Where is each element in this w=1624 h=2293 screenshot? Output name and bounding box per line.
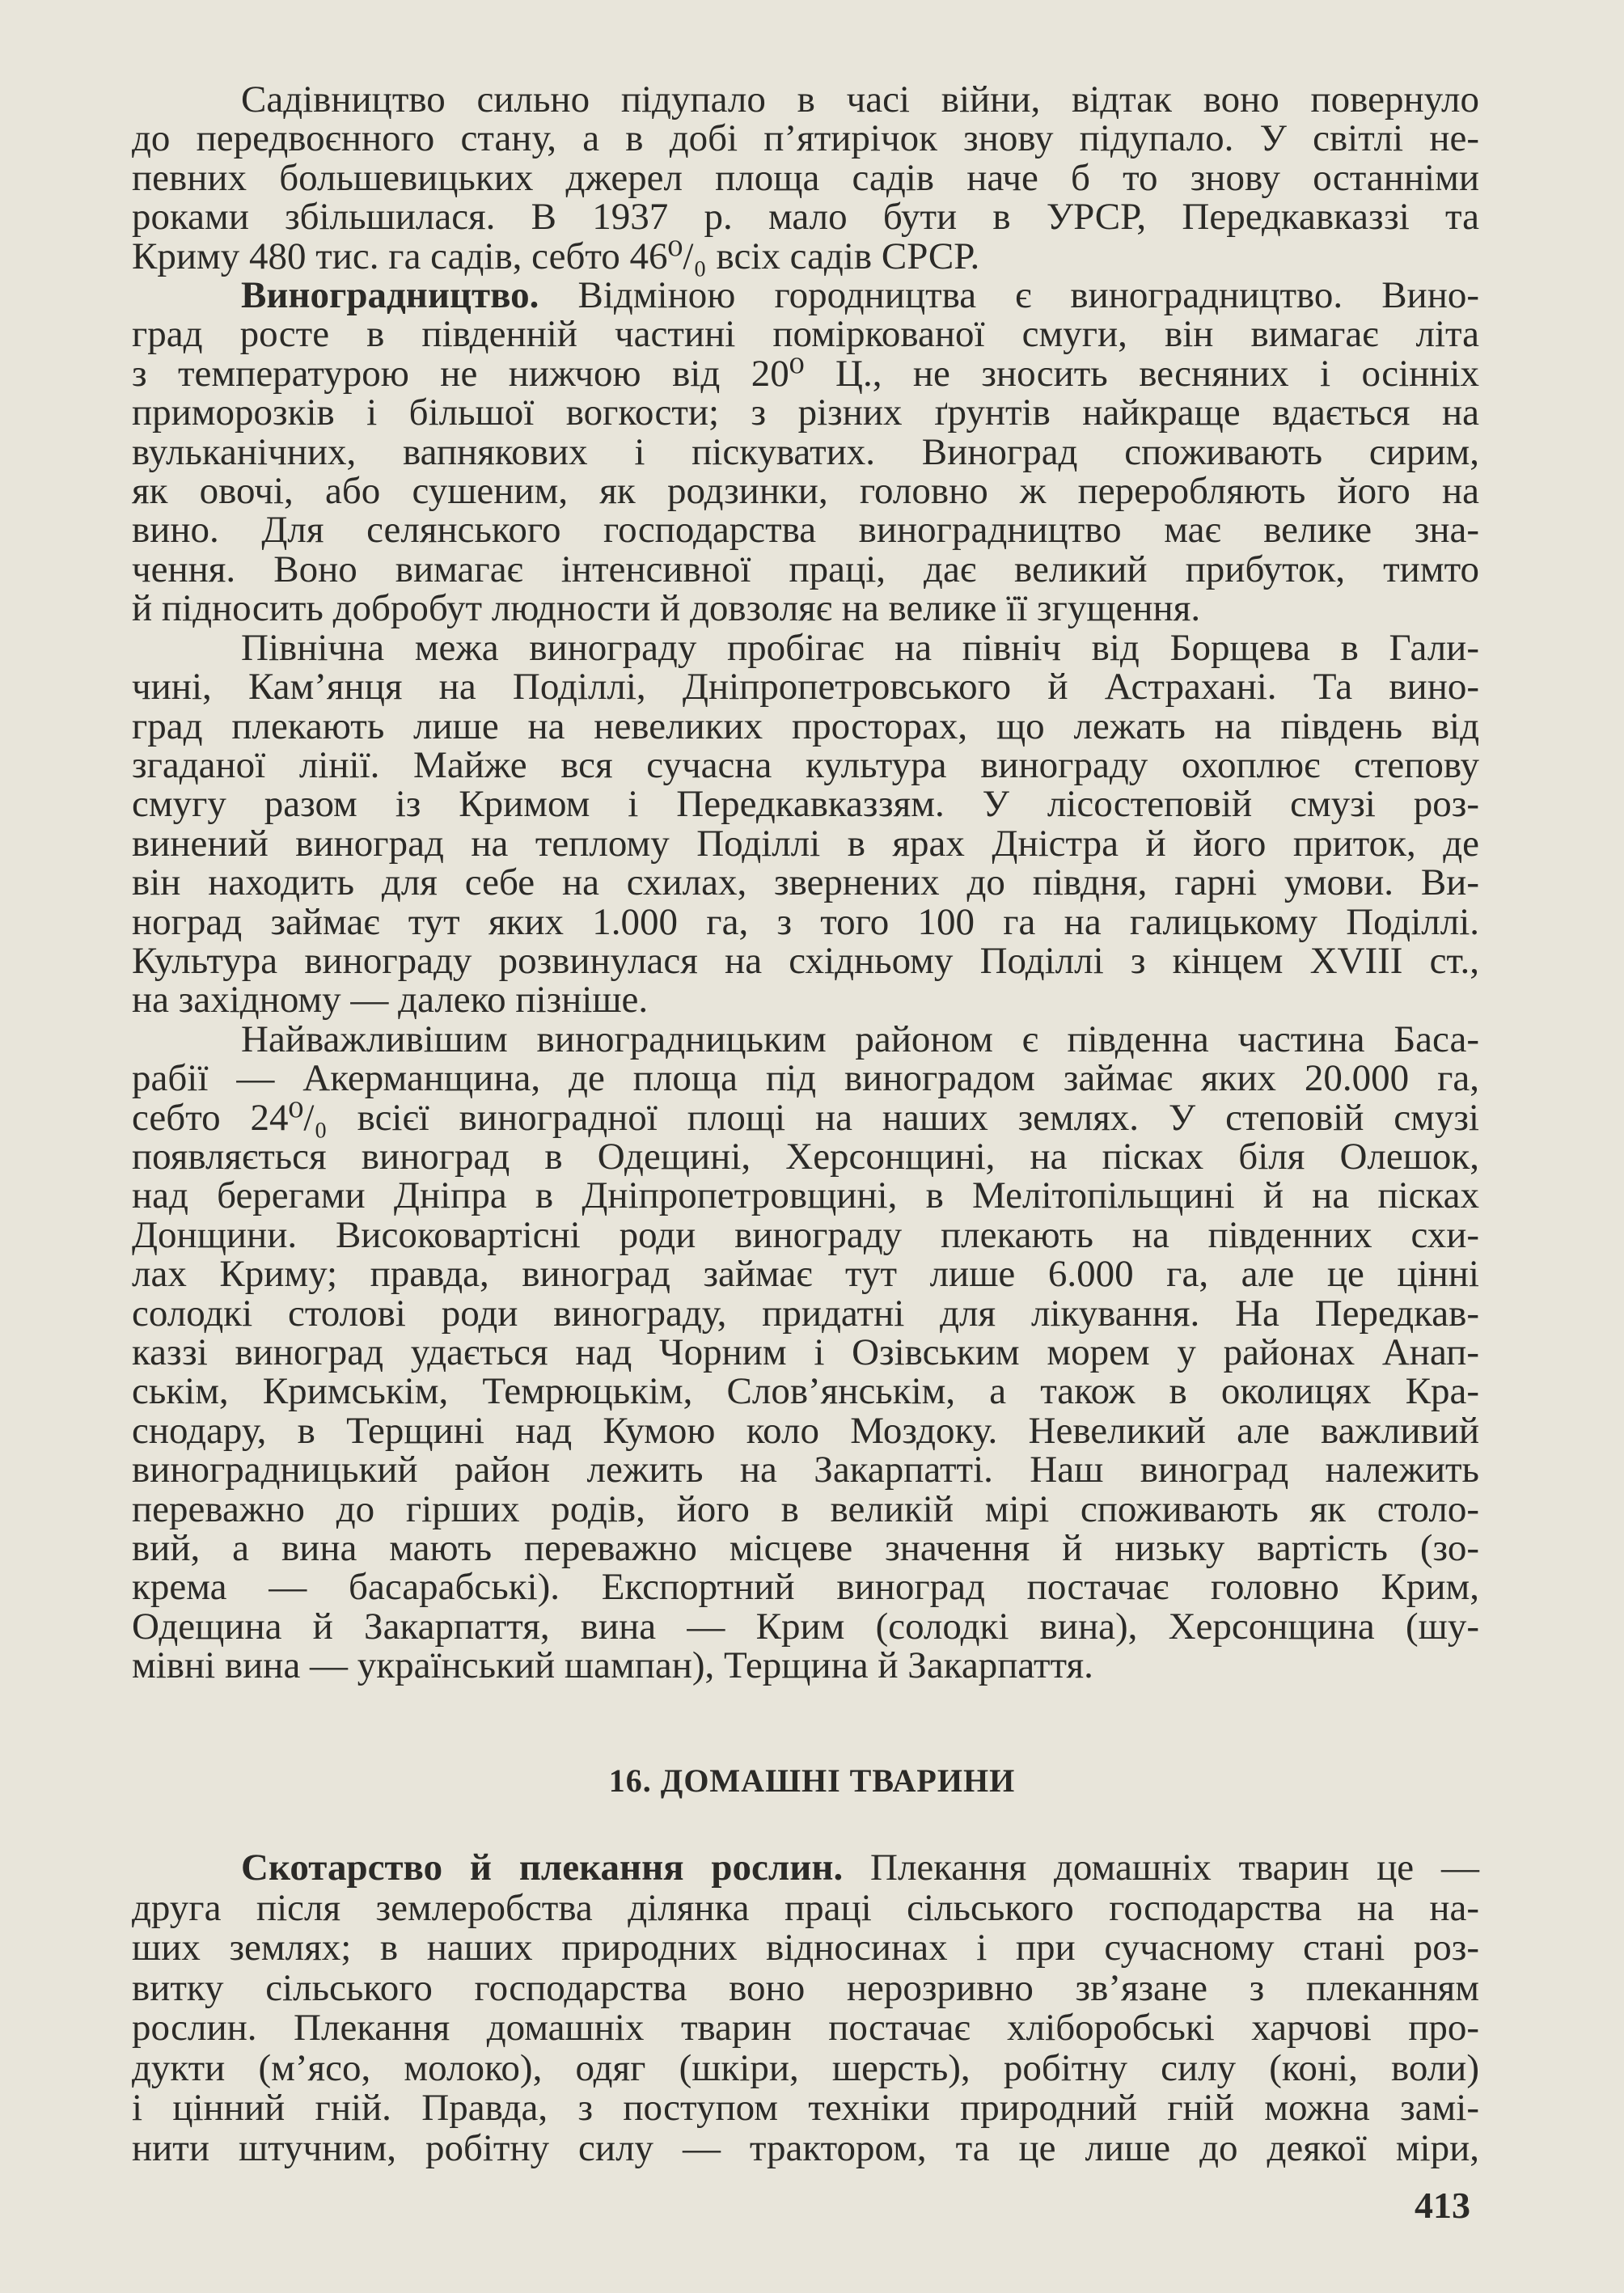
line-text: снодару, в Терщині над Кумою коло Моздоку. Невеликий але важливий <box>132 1409 1479 1452</box>
text-line <box>132 1411 1479 1450</box>
line-text: Культура винограду розвинулася на східньому Поділлі з кінцем XVIII ст., <box>132 939 1479 982</box>
line-text: град росте в південній частині поміркованої смуги, він вимагає літа <box>132 313 1479 356</box>
text-line <box>132 900 1479 943</box>
line-text: з температурою не нижчою від 20⁰ Ц., не зносить весняних і осінніх <box>132 352 1479 395</box>
line-text: вий, а вина мають переважно місцеве значення й низьку вартість (зо- <box>132 1527 1479 1570</box>
line-text: Північна межа винограду пробігає на північ від Борщева в Гали- <box>241 626 1479 669</box>
text-line <box>132 276 1479 315</box>
text-line <box>132 80 1479 119</box>
text-line <box>132 1646 1479 1685</box>
text-line <box>132 237 1479 276</box>
line-text: появляється виноград в Одещині, Херсонщині, на пісках біля Олешок, <box>132 1135 1479 1178</box>
text-line <box>132 824 1479 863</box>
line-text: роками збільшилася. В 1937 р. мало бути в УРСР, Передкавказзі та <box>132 196 1479 239</box>
line-text: смугу разом із Кримом і Передкавказзям. У лісостеповій смузі роз- <box>132 783 1479 826</box>
text-line <box>132 1966 1479 2009</box>
text-line <box>132 393 1479 432</box>
text-line <box>132 1848 1479 1889</box>
text-line <box>132 1294 1479 1333</box>
text-line <box>132 743 1479 786</box>
text-line <box>132 1886 1479 1929</box>
text-line <box>132 1607 1479 1646</box>
text-line <box>132 156 1479 199</box>
line-text: нити штучним, робітну силу — трактором, та це лише до деякої міри, <box>132 2126 1479 2169</box>
line-text: ноград займає тут яких 1.000 га, з того 100 га на галицькому Поділлі. <box>132 900 1479 943</box>
text-line <box>132 1253 1479 1296</box>
line-text: вульканічних, вапнякових і піскуватих. Виноград споживають сирим, <box>132 430 1479 473</box>
line-text: Донщини. Високовартісні роди винограду плекають на південних схи- <box>132 1213 1479 1256</box>
text-line <box>132 1213 1479 1256</box>
text-line <box>132 430 1479 473</box>
line-text: крема — басарабські). Експортний виноград постачає головно Крим, <box>132 1566 1479 1609</box>
page-number: 413 <box>1415 2185 1470 2226</box>
line-text: Відміною городництва є виноградництво. Вино- <box>539 274 1479 317</box>
text-line <box>132 1566 1479 1609</box>
line-text: він находить для себе на схилах, звернених до півдня, гарні умови. Ви- <box>132 861 1479 904</box>
line-text: приморозків і більшої вогкости; з різних ґрунтів найкраще вдається на <box>132 391 1479 434</box>
line-text: чення. Воно вимагає інтенсивної праці, дає великий прибуток, тимто <box>132 548 1479 590</box>
paragraph-lead: Виноградництво. <box>241 274 539 317</box>
text-line <box>132 470 1479 513</box>
text-line <box>132 1487 1479 1530</box>
line-text: витку сільського господарства воно нерозривно зв’язане з плеканням <box>132 1966 1479 2009</box>
text-line <box>132 589 1479 628</box>
text-line <box>132 313 1479 356</box>
line-text: лах Криму; правда, виноград займає тут лише 6.000 га, але це цінні <box>132 1253 1479 1296</box>
line-text: ших землях; в наших природних відносинах і при сучасному стані роз- <box>132 1927 1479 1969</box>
line-text: Плекання домашніх тварин це — <box>843 1847 1479 1889</box>
line-text: до передвоєнного стану, а в добі п’ятирічок знову підупало. У світлі не- <box>132 117 1479 160</box>
line-text: Найважливішим виноградницьким районом є південна частина Баса- <box>241 1017 1479 1060</box>
text-line <box>132 941 1479 980</box>
text-line <box>132 1928 1479 1969</box>
text-line <box>132 2126 1479 2169</box>
line-text: на західному — далеко пізніше. <box>132 979 649 1022</box>
text-line <box>132 2088 1479 2129</box>
line-text: згаданої лінії. Майже вся сучасна культура винограду охоплює степову <box>132 743 1479 786</box>
line-text: переважно до гірших родів, його в великій мірі споживають як столо- <box>132 1487 1479 1530</box>
text-line <box>132 1176 1479 1215</box>
paragraph-lead: Скотарство й плекання рослин. <box>241 1847 844 1889</box>
section-heading: 16. ДОМАШНІ ТВАРИНИ <box>608 1762 1016 1799</box>
line-text: рослин. Плекання домашніх тварин постачає хліборобські харчові про- <box>132 2007 1479 2049</box>
text-line <box>132 1098 1479 1137</box>
text-line <box>132 1333 1479 1372</box>
text-line <box>132 1059 1479 1098</box>
text-line <box>132 196 1479 239</box>
text-line <box>132 1372 1479 1411</box>
line-text: рабії — Акерманщина, де площа під виноградом займає яких 20.000 га, <box>132 1057 1479 1100</box>
text-line <box>132 1137 1479 1176</box>
line-text: винений виноград на теплому Поділлі в ярах Дністра й його приток, де <box>132 822 1479 865</box>
line-text: над берегами Дніпра в Дніпропетровщині, в Мелітопільщині й на пісках <box>132 1174 1479 1217</box>
text-line <box>132 1017 1479 1060</box>
text-line <box>132 119 1479 158</box>
line-text: виноградницький район лежить на Закарпатті. Наш виноград належить <box>132 1449 1479 1491</box>
text-line <box>132 509 1479 552</box>
text-line <box>132 2008 1479 2049</box>
text-line <box>132 704 1479 747</box>
line-text: вино. Для селянського господарства виноградництво має велике зна- <box>132 509 1479 552</box>
text-line <box>132 783 1479 826</box>
line-text: Одещина й Закарпаття, вина — Крим (солодкі вина), Херсонщина (шу- <box>132 1605 1479 1648</box>
line-text: як овочі, або сушеним, як родзинки, головно ж переробляють його на <box>132 470 1479 513</box>
line-text: друга після землеробства ділянка праці сільського господарства на на- <box>132 1886 1479 1929</box>
text-line <box>132 666 1479 709</box>
text-line <box>132 550 1479 589</box>
text-line <box>132 979 1479 1022</box>
line-text: й підносить добробут людности й довзоляє на велике її згущення. <box>132 587 1201 630</box>
line-text: чині, Кам’янця на Поділлі, Дніпропетровського й Астрахані. Та вино- <box>132 666 1479 709</box>
line-text: мівні вина — український шампан), Терщина й Закарпаття. <box>132 1644 1093 1687</box>
text-line <box>132 2046 1479 2089</box>
text-line <box>132 1527 1479 1570</box>
body-text <box>132 80 1479 1686</box>
line-text: каззі виноград удається над Чорним і Озівським морем у районах Анап- <box>132 1331 1479 1373</box>
text-line <box>132 628 1479 667</box>
line-text: град плекають лише на невеликих просторах, що лежать на південь від <box>132 704 1479 747</box>
line-text: певних большевицьких джерел площа садів наче б то знову останніми <box>132 156 1479 199</box>
line-text: ськім, Кримськім, Темрюцькім, Слов’янськім, а також в околицях Кра- <box>132 1370 1479 1413</box>
text-line <box>132 1450 1479 1489</box>
line-text: солодкі столові роди винограду, придатні для лікування. На Передкав- <box>132 1292 1479 1335</box>
line-text: Криму 480 тис. га садів, себто 46⁰/₀ всіх садів СРСР. <box>132 235 980 277</box>
line-text: дукти (м’ясо, молоко), одяг (шкіри, шерсть), робітну силу (коні, воли) <box>132 2046 1479 2089</box>
text-line <box>132 354 1479 393</box>
line-text: і цінний гній. Правда, з поступом техніки природний гній можна замі- <box>132 2087 1479 2129</box>
section-body-text <box>132 1848 1479 2168</box>
line-text: себто 24⁰/₀ всієї виноградної площі на наших землях. У степовій смузі <box>132 1096 1479 1139</box>
text-line <box>132 863 1479 902</box>
line-text: Садівництво сильно підупало в часі війни, відтак воно повернуло <box>241 78 1479 121</box>
